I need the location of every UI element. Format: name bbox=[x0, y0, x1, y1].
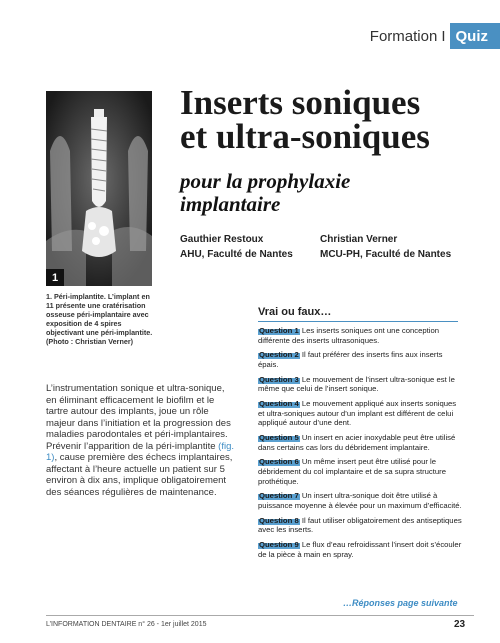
page-number: 23 bbox=[454, 619, 466, 630]
subtitle-line-1: pour la prophylaxie bbox=[180, 169, 351, 193]
author-1-name: Gauthier Restoux bbox=[180, 234, 264, 245]
quiz-divider bbox=[258, 321, 458, 322]
quiz-label: Quiz bbox=[450, 23, 500, 49]
question-text: Un même insert peut être utilisé pour le débridement du col implantaire et de sa supra structure prothétique. bbox=[258, 457, 447, 486]
xray-figure bbox=[46, 91, 152, 286]
figure-reference-link[interactable]: (fig. 1) bbox=[46, 440, 234, 463]
xray-image bbox=[46, 91, 152, 286]
quiz-question-1 bbox=[258, 326, 464, 345]
answers-link[interactable]: …Réponses page suivante bbox=[343, 598, 458, 608]
section-header bbox=[370, 22, 500, 50]
quiz-box bbox=[258, 306, 464, 565]
quiz-question-9 bbox=[258, 540, 464, 559]
question-label: Question 5 bbox=[259, 433, 299, 443]
section-separator: I bbox=[441, 27, 446, 45]
question-label: Question 7 bbox=[259, 491, 299, 501]
question-text: Le flux d’eau refroidissant l’insert doit s’écouler de la pièce à main en spray. bbox=[258, 540, 462, 559]
question-label: Question 4 bbox=[259, 399, 299, 409]
question-label: Question 3 bbox=[259, 374, 299, 384]
question-text: Il faut utiliser obligatoirement des antiseptiques avec les inserts. bbox=[258, 515, 462, 535]
footer-journal: L’INFORMATION DENTAIRE n° 26 - 1er juillet 2015 bbox=[46, 621, 207, 628]
question-label: Question 1 bbox=[259, 326, 299, 335]
quiz-question-5 bbox=[258, 433, 464, 452]
caption-text: 1. Péri-implantite. L’implant en 11 présente une cratérisation osseuse péri-implantaire avec exposition de 4 spires objectivant une péri-implantite. (Photo : Christian Verner) bbox=[46, 292, 153, 346]
author-2 bbox=[320, 232, 451, 262]
figure-caption bbox=[46, 292, 158, 346]
figure-number: 1 bbox=[46, 269, 64, 286]
intro-text-after: , cause première des échecs implantaires, affectant à l’heure actuelle un patient sur 5 environ à dix ans, implique obligatoirement des séances régulières de maintenance. bbox=[46, 452, 233, 498]
question-label: Question 8 bbox=[259, 515, 299, 525]
question-text: Le mouvement appliqué aux inserts soniques et ultra-soniques autour d’un implant est différent de celui appliqué autour d’une dent. bbox=[258, 399, 457, 428]
question-label: Question 2 bbox=[259, 350, 299, 360]
footer-divider bbox=[46, 615, 474, 616]
subtitle-line-2: implantaire bbox=[180, 192, 281, 216]
quiz-title: Vrai ou faux… bbox=[258, 306, 332, 318]
question-label: Question 6 bbox=[259, 457, 299, 467]
quiz-question-3 bbox=[258, 375, 464, 394]
question-text: Un insert en acier inoxydable peut être utilisé dans certains cas lors du débridement implantaire. bbox=[258, 433, 456, 452]
intro-text-before: L’instrumentation sonique et ultra-sonique, en éliminant efficacement le biofilm et le tartre autour des implants, joue un rôle majeur dans l’initiation et la progression des maladies parodontales et péri-implantaires. Prévenir l’apparition de la péri-implantite bbox=[46, 383, 231, 452]
title-line-1: Inserts soniques bbox=[180, 83, 421, 122]
quiz-question-6 bbox=[258, 457, 464, 486]
author-1 bbox=[180, 232, 293, 262]
quiz-question-4 bbox=[258, 399, 464, 428]
title-line-2: et ultra-soniques bbox=[180, 117, 430, 156]
author-2-name: Christian Verner bbox=[320, 234, 398, 245]
question-text: Il faut préférer des inserts fins aux inserts épais. bbox=[258, 350, 443, 369]
question-text: Un insert ultra-sonique doit être utilisé à puissance moyenne à élevée pour un maximum d’efficacité. bbox=[258, 491, 462, 511]
author-1-role: AHU, Faculté de Nantes bbox=[180, 249, 293, 260]
quiz-question-2 bbox=[258, 350, 464, 369]
section-name: Formation bbox=[369, 27, 438, 45]
intro-paragraph bbox=[46, 383, 234, 498]
question-text: Le mouvement de l’insert ultra-sonique est le même que celui de l’insert sonique. bbox=[258, 374, 455, 394]
author-2-role: MCU-PH, Faculté de Nantes bbox=[320, 249, 452, 260]
article-subtitle bbox=[180, 170, 470, 216]
article-title bbox=[180, 83, 480, 156]
question-label: Question 9 bbox=[259, 540, 299, 550]
quiz-question-7 bbox=[258, 491, 464, 510]
quiz-question-8 bbox=[258, 516, 464, 535]
question-text: Les inserts soniques ont une conception différente des inserts ultrasoniques. bbox=[258, 326, 440, 345]
